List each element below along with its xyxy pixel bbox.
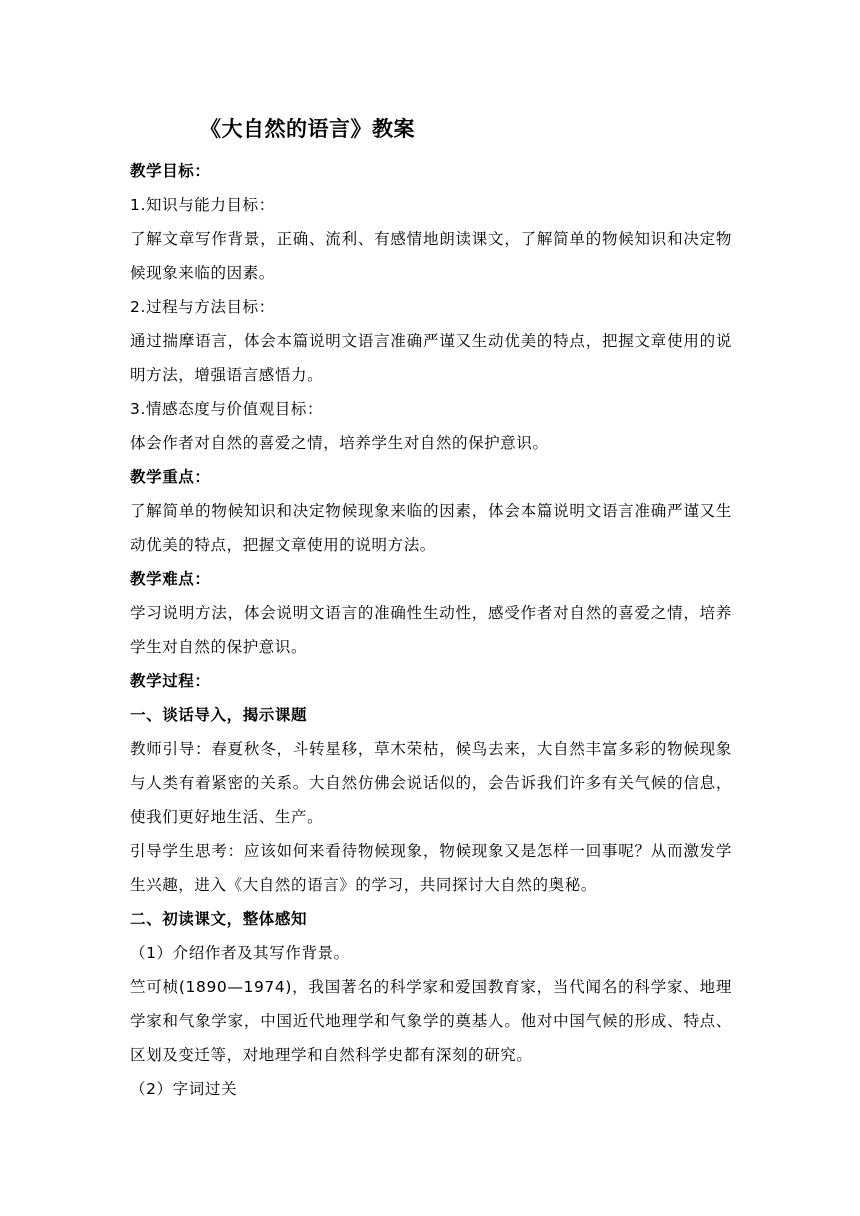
objective-2-text: 通过揣摩语言，体会本篇说明文语言准确严谨又生动优美的特点，把握文章使用的说明方法，增强语言感悟力。 — [130, 332, 732, 384]
process-step-2-item-1: （1）介绍作者及其写作背景。 — [130, 944, 350, 962]
process-step-1-question: 引导学生思考：应该如何来看待物候现象，物候现象又是怎样一回事呢？从而激发学生兴趣，进入《大自然的语言》的学习，共同探讨大自然的奥秘。 — [130, 842, 732, 894]
document-title: 《大自然的语言》教案 — [200, 117, 415, 141]
objective-2-heading: 2.过程与方法目标： — [130, 298, 275, 316]
document-body — [130, 110, 732, 1106]
process-step-2-heading: 二、初读课文，整体感知 — [130, 910, 308, 928]
objective-1-heading: 1.知识与能力目标： — [130, 196, 275, 214]
process-step-1-heading: 一、谈话导入，揭示课题 — [130, 706, 308, 724]
process-step-2-item-2: （2）字词过关 — [130, 1080, 238, 1098]
author-background-text: 竺可桢(1890—1974)，我国著名的科学家和爱国教育家，当代闻名的科学家、地理学家和气象学家，中国近代地理学和气象学的奠基人。他对中国气候的形成、特点、区划及变迁等，对地理学和自然科学史都有深刻的研究。 — [130, 978, 732, 1064]
section-heading-difficulties: 教学难点： — [130, 570, 211, 588]
objective-3-text: 体会作者对自然的喜爱之情，培养学生对自然的保护意识。 — [130, 434, 549, 452]
section-heading-objectives: 教学目标： — [130, 162, 211, 180]
key-points-text: 了解简单的物候知识和决定物候现象来临的因素，体会本篇说明文语言准确严谨又生动优美的特点，把握文章使用的说明方法。 — [130, 502, 732, 554]
objective-3-heading: 3.情感态度与价值观目标： — [130, 400, 324, 418]
difficulties-text: 学习说明方法，体会说明文语言的准确性生动性，感受作者对自然的喜爱之情，培养学生对自然的保护意识。 — [130, 604, 732, 656]
section-heading-process: 教学过程： — [130, 672, 211, 690]
objective-1-text: 了解文章写作背景，正确、流利、有感情地朗读课文，了解简单的物候知识和决定物候现象来临的因素。 — [130, 230, 732, 282]
process-step-1-guide: 教师引导：春夏秋冬，斗转星移，草木荣枯，候鸟去来，大自然丰富多彩的物候现象与人类有着紧密的关系。大自然仿佛会说话似的，会告诉我们许多有关气候的信息，使我们更好地生活、生产。 — [130, 740, 732, 826]
section-heading-key-points: 教学重点： — [130, 468, 211, 486]
